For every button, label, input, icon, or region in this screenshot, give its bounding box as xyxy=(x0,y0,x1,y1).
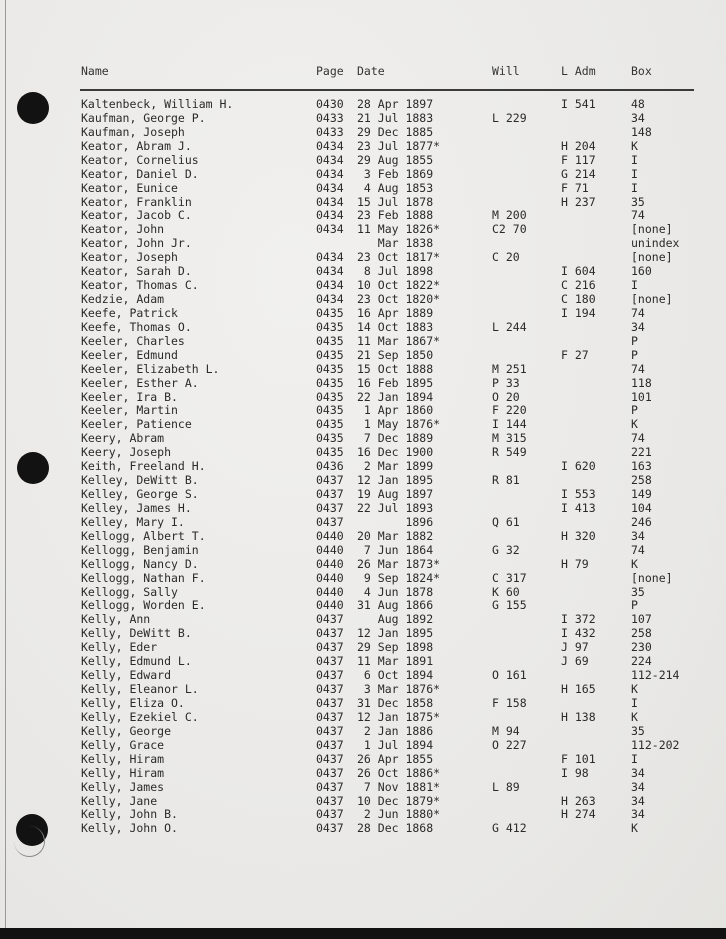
cell-date: 7 Dec 1889 xyxy=(357,431,434,446)
cell-box: 104 xyxy=(631,500,652,515)
cell-name: Kelly, Ezekiel C. xyxy=(81,709,199,724)
cell-page: 0437 xyxy=(316,723,344,738)
cell-page: 0434 xyxy=(316,208,344,223)
cell-box: 34 xyxy=(631,779,645,794)
cell-ladm: J 69 xyxy=(561,654,589,669)
cell-page: 0433 xyxy=(316,124,344,139)
cell-name: Keery, Abram xyxy=(81,431,165,446)
cell-page: 0437 xyxy=(316,779,344,794)
cell-name: Keator, Joseph xyxy=(81,250,178,265)
cell-date: 15 Jul 1878 xyxy=(357,194,434,209)
cell-name: Kellogg, Albert T. xyxy=(81,528,206,543)
cell-box: I xyxy=(631,180,638,195)
cell-box: I xyxy=(631,166,638,181)
cell-box: K xyxy=(631,682,638,697)
cell-page: 0440 xyxy=(316,542,344,557)
cell-page: 0437 xyxy=(316,807,344,822)
cell-name: Kelly, Ann xyxy=(81,612,151,627)
cell-ladm: H 263 xyxy=(561,793,596,808)
cell-name: Kellogg, Sally xyxy=(81,584,178,599)
cell-page: 0434 xyxy=(316,166,344,181)
cell-page: 0437 xyxy=(316,473,344,488)
cell-date: 12 Jan 1895 xyxy=(357,473,434,488)
cell-name: Keeler, Ira B. xyxy=(81,389,178,404)
cell-page: 0440 xyxy=(316,584,344,599)
cell-page: 0440 xyxy=(316,570,344,585)
cell-date: 10 Oct 1822* xyxy=(357,278,441,293)
cell-box: 224 xyxy=(631,654,652,669)
cell-page: 0437 xyxy=(316,640,344,655)
cell-page: 0434 xyxy=(316,194,344,209)
cell-page: 0437 xyxy=(316,709,344,724)
cell-date: 4 Aug 1853 xyxy=(357,180,434,195)
cell-date: 31 Dec 1858 xyxy=(357,695,434,710)
cell-ladm: I 553 xyxy=(561,487,596,502)
column-header-will: Will xyxy=(492,64,520,78)
cell-date: 21 Sep 1850 xyxy=(357,347,434,362)
cell-box: 34 xyxy=(631,765,645,780)
cell-name: Keeler, Elizabeth L. xyxy=(81,361,220,376)
cell-page: 0435 xyxy=(316,375,344,390)
cell-date: 3 Feb 1869 xyxy=(357,166,434,181)
cell-ladm: I 194 xyxy=(561,305,596,320)
cell-ladm: F 71 xyxy=(561,180,589,195)
cell-date: 9 Sep 1824* xyxy=(357,570,441,585)
header-rule xyxy=(80,89,694,91)
cell-date: 28 Apr 1897 xyxy=(357,97,434,111)
cell-date: 7 Jun 1864 xyxy=(357,542,434,557)
cell-date: 29 Sep 1898 xyxy=(357,640,434,655)
cell-name: Kellogg, Nancy D. xyxy=(81,556,199,571)
cell-box: 148 xyxy=(631,124,652,139)
cell-name: Keator, Sarah D. xyxy=(81,264,192,279)
cell-box: P xyxy=(631,598,638,613)
cell-date: 11 Mar 1867* xyxy=(357,333,441,348)
cell-date: 2 Jun 1880* xyxy=(357,807,441,822)
cell-box: [none] xyxy=(631,292,673,307)
cell-box: [none] xyxy=(631,250,673,265)
cell-ladm: H 237 xyxy=(561,194,596,209)
cell-name: Keator, Daniel D. xyxy=(81,166,199,181)
table-header xyxy=(0,64,652,78)
cell-date: 31 Aug 1866 xyxy=(357,598,434,613)
cell-date: 4 Jun 1878 xyxy=(357,584,434,599)
cell-date: 6 Oct 1894 xyxy=(357,668,434,683)
cell-page: 0434 xyxy=(316,292,344,307)
cell-page: 0437 xyxy=(316,695,344,710)
cell-will: R 549 xyxy=(492,445,527,460)
cell-page: 0434 xyxy=(316,222,344,237)
cell-date: Mar 1838 xyxy=(357,236,434,251)
cell-name: Kelly, John O. xyxy=(81,821,178,836)
cell-box: 34 xyxy=(631,528,645,543)
cell-page: 0433 xyxy=(316,110,344,125)
cell-name: Keeler, Charles xyxy=(81,333,185,348)
cell-box: 246 xyxy=(631,514,652,529)
cell-box: K xyxy=(631,821,638,836)
cell-date: 10 Dec 1879* xyxy=(357,793,441,808)
cell-will: C 20 xyxy=(492,250,520,265)
cell-box: 34 xyxy=(631,793,645,808)
cell-date: 26 Oct 1886* xyxy=(357,765,441,780)
cell-date: 1 Jul 1894 xyxy=(357,737,434,752)
cell-date: 3 Mar 1876* xyxy=(357,682,441,697)
cell-box: K xyxy=(631,417,638,432)
cell-will: C2 70 xyxy=(492,222,527,237)
cell-name: Keator, John xyxy=(81,222,165,237)
cell-date: 8 Jul 1898 xyxy=(357,264,434,279)
cell-box: 112-214 xyxy=(631,668,680,683)
scan-bottom-edge xyxy=(0,928,726,939)
cell-page: 0437 xyxy=(316,612,344,627)
cell-name: Kedzie, Adam xyxy=(81,292,165,307)
cell-will: F 158 xyxy=(492,695,527,710)
cell-date: 20 Mar 1882 xyxy=(357,528,434,543)
cell-date: 29 Aug 1855 xyxy=(357,152,434,167)
cell-name: Keery, Joseph xyxy=(81,445,172,460)
cell-name: Kelly, DeWitt B. xyxy=(81,626,192,641)
cell-ladm: I 620 xyxy=(561,459,596,474)
cell-box: 74 xyxy=(631,431,645,446)
cell-page: 0437 xyxy=(316,737,344,752)
cell-box: 230 xyxy=(631,640,652,655)
cell-name: Kellogg, Worden E. xyxy=(81,598,206,613)
cell-date: 22 Jul 1893 xyxy=(357,500,434,515)
cell-ladm: F 27 xyxy=(561,347,589,362)
punch-hole-middle xyxy=(17,452,49,484)
cell-date: 28 Dec 1868 xyxy=(357,821,434,836)
cell-ladm: C 216 xyxy=(561,278,596,293)
cell-name: Kelley, James H. xyxy=(81,500,192,515)
cell-date: 23 Oct 1817* xyxy=(357,250,441,265)
cell-name: Keator, Jacob C. xyxy=(81,208,192,223)
cell-name: Keator, Abram J. xyxy=(81,138,192,153)
cell-date: 14 Oct 1883 xyxy=(357,319,434,334)
cell-ladm: I 372 xyxy=(561,612,596,627)
cell-date: 12 Jan 1895 xyxy=(357,626,434,641)
cell-page: 0434 xyxy=(316,278,344,293)
cell-page: 0435 xyxy=(316,389,344,404)
cell-name: Keator, Cornelius xyxy=(81,152,199,167)
cell-name: Kelly, Hiram xyxy=(81,765,165,780)
cell-date: Aug 1892 xyxy=(357,612,434,627)
cell-will: C 317 xyxy=(492,570,527,585)
cell-date: 19 Aug 1897 xyxy=(357,487,434,502)
cell-name: Kelley, Mary I. xyxy=(81,514,185,529)
cell-box: 112-202 xyxy=(631,737,680,752)
cell-ladm: H 165 xyxy=(561,682,596,697)
cell-box: P xyxy=(631,333,638,348)
cell-box: P xyxy=(631,403,638,418)
cell-page: 0440 xyxy=(316,528,344,543)
cell-date: 15 Oct 1888 xyxy=(357,361,434,376)
cell-box: 34 xyxy=(631,807,645,822)
cell-ladm: J 97 xyxy=(561,640,589,655)
cell-page: 0435 xyxy=(316,417,344,432)
cell-date: 29 Dec 1885 xyxy=(357,124,434,139)
cell-box: K xyxy=(631,709,638,724)
cell-box: 118 xyxy=(631,375,652,390)
cell-ladm: H 138 xyxy=(561,709,596,724)
cell-date: 1 May 1876* xyxy=(357,417,441,432)
cell-page: 0436 xyxy=(316,459,344,474)
cell-page: 0437 xyxy=(316,626,344,641)
cell-name: Kelley, George S. xyxy=(81,487,199,502)
cell-box: 34 xyxy=(631,110,645,125)
cell-name: Kaltenbeck, William H. xyxy=(81,97,234,111)
cell-name: Kelly, Eleanor L. xyxy=(81,682,199,697)
cell-ladm: C 180 xyxy=(561,292,596,307)
column-header-date: Date xyxy=(357,64,385,78)
column-header-ladm: L Adm xyxy=(561,64,596,78)
cell-page: 0430 xyxy=(316,97,344,111)
cell-will: O 20 xyxy=(492,389,520,404)
punch-hole-top xyxy=(17,92,49,124)
cell-will: R 81 xyxy=(492,473,520,488)
cell-date: 16 Dec 1900 xyxy=(357,445,434,460)
cell-page: 0440 xyxy=(316,556,344,571)
cell-will: M 315 xyxy=(492,431,527,446)
cell-page: 0437 xyxy=(316,751,344,766)
cell-name: Keeler, Esther A. xyxy=(81,375,199,390)
cell-date: 1 Apr 1860 xyxy=(357,403,434,418)
cell-name: Kelly, Grace xyxy=(81,737,165,752)
cell-will: L 229 xyxy=(492,110,527,125)
cell-name: Kelly, John B. xyxy=(81,807,178,822)
cell-page: 0440 xyxy=(316,598,344,613)
cell-will: Q 61 xyxy=(492,514,520,529)
cell-name: Kelly, George xyxy=(81,723,172,738)
cell-page: 0435 xyxy=(316,361,344,376)
cell-will: M 251 xyxy=(492,361,527,376)
cell-page: 0435 xyxy=(316,333,344,348)
cell-page: 0435 xyxy=(316,305,344,320)
cell-name: Kaufman, Joseph xyxy=(81,124,185,139)
cell-date: 23 Jul 1877* xyxy=(357,138,441,153)
cell-box: 74 xyxy=(631,305,645,320)
cell-date: 2 Jan 1886 xyxy=(357,723,434,738)
cell-name: Kelley, DeWitt B. xyxy=(81,473,199,488)
cell-name: Kelly, Jane xyxy=(81,793,158,808)
cell-page: 0437 xyxy=(316,514,344,529)
cell-box: [none] xyxy=(631,570,673,585)
cell-name: Kelly, Eder xyxy=(81,640,158,655)
cell-date: 7 Nov 1881* xyxy=(357,779,441,794)
cell-box: 48 xyxy=(631,97,645,111)
cell-box: 221 xyxy=(631,445,652,460)
cell-ladm: I 98 xyxy=(561,765,589,780)
cell-ladm: I 604 xyxy=(561,264,596,279)
cell-page: 0437 xyxy=(316,654,344,669)
cell-box: 35 xyxy=(631,584,645,599)
cell-box: 160 xyxy=(631,264,652,279)
cell-box: I xyxy=(631,278,638,293)
cell-box: I xyxy=(631,152,638,167)
column-header-name: Name xyxy=(81,64,109,78)
cell-date: 11 Mar 1891 xyxy=(357,654,434,669)
cell-date: 23 Oct 1820* xyxy=(357,292,441,307)
cell-name: Keator, Thomas C. xyxy=(81,278,199,293)
cell-name: Kelly, Edmund L. xyxy=(81,654,192,669)
cell-name: Kaufman, George P. xyxy=(81,110,206,125)
cell-name: Keith, Freeland H. xyxy=(81,459,206,474)
cell-page: 0434 xyxy=(316,180,344,195)
cell-will: I 144 xyxy=(492,417,527,432)
cell-box: I xyxy=(631,751,638,766)
cell-date: 1896 xyxy=(357,514,434,529)
cell-box: 258 xyxy=(631,473,652,488)
cell-box: 107 xyxy=(631,612,652,627)
cell-date: 26 Apr 1855 xyxy=(357,751,434,766)
cell-ladm: H 79 xyxy=(561,556,589,571)
cell-date: 16 Feb 1895 xyxy=(357,375,434,390)
cell-date: 11 May 1826* xyxy=(357,222,441,237)
punch-hole-bottom-shadow xyxy=(14,826,45,857)
cell-box: 149 xyxy=(631,487,652,502)
cell-name: Keator, Eunice xyxy=(81,180,178,195)
cell-will: M 200 xyxy=(492,208,527,223)
cell-will: G 155 xyxy=(492,598,527,613)
cell-will: O 227 xyxy=(492,737,527,752)
cell-box: K xyxy=(631,138,638,153)
cell-date: 26 Mar 1873* xyxy=(357,556,441,571)
cell-page: 0435 xyxy=(316,319,344,334)
cell-will: K 60 xyxy=(492,584,520,599)
cell-name: Keefe, Patrick xyxy=(81,305,178,320)
cell-date: 2 Mar 1899 xyxy=(357,459,434,474)
cell-page: 0437 xyxy=(316,668,344,683)
cell-page: 0435 xyxy=(316,445,344,460)
cell-box: 74 xyxy=(631,361,645,376)
cell-page: 0434 xyxy=(316,138,344,153)
cell-date: 12 Jan 1875* xyxy=(357,709,441,724)
cell-name: Keeler, Patience xyxy=(81,417,192,432)
cell-box: P xyxy=(631,347,638,362)
cell-page: 0437 xyxy=(316,765,344,780)
cell-name: Keator, John Jr. xyxy=(81,236,192,251)
cell-ladm: G 214 xyxy=(561,166,596,181)
cell-page: 0435 xyxy=(316,431,344,446)
cell-name: Kellogg, Nathan F. xyxy=(81,570,206,585)
cell-page: 0434 xyxy=(316,250,344,265)
cell-page: 0437 xyxy=(316,821,344,836)
cell-page: 0437 xyxy=(316,500,344,515)
cell-box: 101 xyxy=(631,389,652,404)
cell-will: G 32 xyxy=(492,542,520,557)
cell-date: 21 Jul 1883 xyxy=(357,110,434,125)
cell-box: unindex xyxy=(631,236,680,251)
cell-date: 23 Feb 1888 xyxy=(357,208,434,223)
cell-name: Keeler, Martin xyxy=(81,403,178,418)
cell-will: P 33 xyxy=(492,375,520,390)
cell-box: I xyxy=(631,695,638,710)
cell-ladm: H 274 xyxy=(561,807,596,822)
cell-box: 74 xyxy=(631,542,645,557)
cell-date: 16 Apr 1889 xyxy=(357,305,434,320)
cell-ladm: H 204 xyxy=(561,138,596,153)
cell-ladm: F 117 xyxy=(561,152,596,167)
cell-ladm: I 541 xyxy=(561,97,596,111)
cell-name: Kelly, Eliza O. xyxy=(81,695,185,710)
cell-box: 34 xyxy=(631,319,645,334)
cell-page: 0435 xyxy=(316,403,344,418)
cell-name: Keeler, Edmund xyxy=(81,347,178,362)
cell-name: Kelly, Edward xyxy=(81,668,172,683)
cell-will: F 220 xyxy=(492,403,527,418)
column-header-page: Page xyxy=(316,64,344,78)
cell-name: Keefe, Thomas O. xyxy=(81,319,192,334)
cell-name: Kelly, James xyxy=(81,779,165,794)
cell-page: 0437 xyxy=(316,793,344,808)
cell-page: 0437 xyxy=(316,487,344,502)
cell-name: Kellogg, Benjamin xyxy=(81,542,199,557)
cell-box: [none] xyxy=(631,222,673,237)
column-header-box: Box xyxy=(631,64,652,78)
cell-will: L 89 xyxy=(492,779,520,794)
cell-will: M 94 xyxy=(492,723,520,738)
cell-box: K xyxy=(631,556,638,571)
cell-page: 0434 xyxy=(316,152,344,167)
cell-will: L 244 xyxy=(492,319,527,334)
cell-will: O 161 xyxy=(492,668,527,683)
cell-page: 0435 xyxy=(316,347,344,362)
cell-date: 22 Jan 1894 xyxy=(357,389,434,404)
cell-name: Kelly, Hiram xyxy=(81,751,165,766)
cell-name: Keator, Franklin xyxy=(81,194,192,209)
cell-box: 258 xyxy=(631,626,652,641)
cell-box: 35 xyxy=(631,723,645,738)
cell-ladm: I 413 xyxy=(561,500,596,515)
cell-page: 0437 xyxy=(316,682,344,697)
cell-will: G 412 xyxy=(492,821,527,836)
cell-ladm: H 320 xyxy=(561,528,596,543)
cell-box: 35 xyxy=(631,194,645,209)
cell-ladm: I 432 xyxy=(561,626,596,641)
cell-box: 163 xyxy=(631,459,652,474)
cell-box: 74 xyxy=(631,208,645,223)
cell-ladm: F 101 xyxy=(561,751,596,766)
cell-page: 0434 xyxy=(316,264,344,279)
